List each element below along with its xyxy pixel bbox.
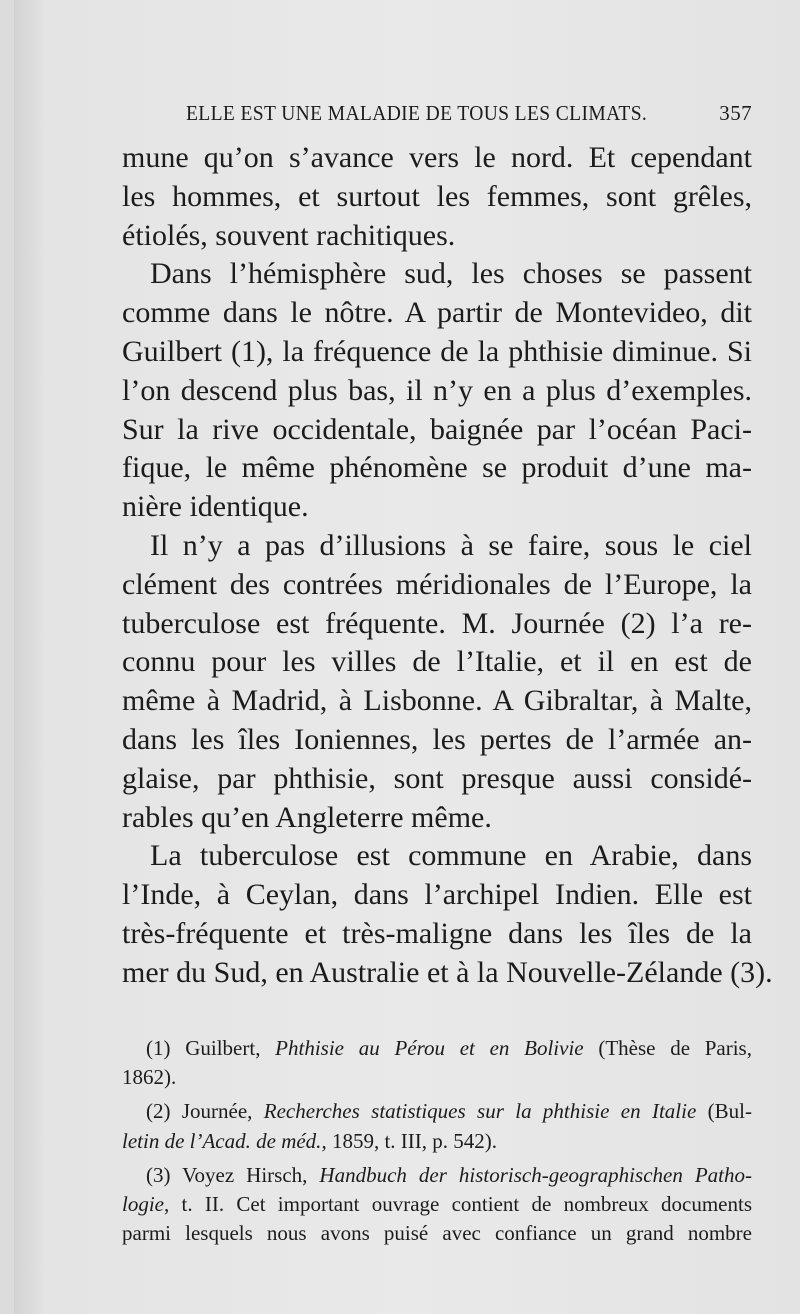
text-line: même à Madrid, à Lisbonne. A Gibraltar, à Malte, — [122, 684, 752, 718]
text-line: comme dans le nôtre. A partir de Montevideo, dit — [122, 296, 752, 330]
footnote-title: Recherches statistiques sur la phthisie en Italie — [263, 1099, 697, 1124]
text-line: très-fréquente et très-maligne dans les îles de la — [122, 916, 752, 950]
text-line: clément des contrées méridionales de l’Europe, la — [122, 567, 752, 601]
footnote-line — [122, 1063, 752, 1092]
running-header — [174, 101, 752, 131]
text-line: l’on descend plus bas, il n’y en a plus d’exemples. — [122, 373, 752, 407]
text-line: mune qu’on s’avance vers le nord. Et cependant — [122, 141, 752, 174]
footnote-line — [122, 1097, 752, 1126]
footnote-title: Phthisie au Pérou et en Bolivie — [275, 1036, 584, 1060]
text-line: Guilbert (1), la fréquence de la phthisie diminue. Si — [122, 334, 752, 368]
footnote-text: (3) Voyez Hirsch, — [146, 1162, 320, 1187]
page-number: 357 — [719, 101, 752, 125]
footnote-title: logie — [122, 1191, 164, 1216]
text-line: tuberculose est fréquente. M. Journée (2) l’a re- — [122, 606, 752, 640]
footnote-title: Handbuch der historisch-geographischen Patho- — [319, 1162, 752, 1187]
text-line: fique, le même phénomène se produit d’une ma- — [122, 451, 752, 485]
text-line: rables qu’en Angleterre même. — [122, 800, 492, 834]
body-text — [122, 139, 773, 993]
text-line: Sur la rive occidentale, baignée par l’océan Paci- — [122, 412, 752, 446]
text-line: La tuberculose est commune en Arabie, dans — [150, 839, 752, 873]
footnote-title: letin de l’Acad. de méd. — [122, 1128, 322, 1153]
footnote-text: (1) Guilbert, — [146, 1036, 276, 1060]
footnote-text: parmi lesquels nous avons puisé avec confiance un grand nombre — [122, 1221, 752, 1246]
book-page — [14, 0, 800, 1314]
footnote-line — [122, 1161, 752, 1190]
footnote-line — [122, 1219, 752, 1248]
text-line: mer du Sud, en Australie et à la Nouvelle-Zélande (3). — [122, 955, 773, 989]
footnote-text: (Bul- — [696, 1099, 753, 1124]
footnote-text: , 1859, t. III, p. 542). — [321, 1128, 497, 1153]
footnote-line — [122, 1190, 752, 1219]
text-line: dans les îles Ioniennes, les pertes de l’armée an- — [122, 722, 752, 756]
text-line: Dans l’hémisphère sud, les choses se passent — [150, 257, 752, 291]
text-line: l’Inde, à Ceylan, dans l’archipel Indien. Elle est — [122, 878, 752, 912]
text-line: les hommes, et surtout les femmes, sont grêles, — [122, 179, 752, 213]
footnote-line — [122, 1127, 752, 1156]
footnote-line — [122, 1034, 752, 1063]
text-line: Il n’y a pas d’illusions à se faire, sous le ciel — [150, 528, 752, 562]
footnote-text: 1862). — [122, 1065, 177, 1090]
footnote-text: (Thèse de Paris, — [583, 1036, 752, 1060]
footnote-text: , t. II. Cet important ouvrage contient de nombreux documents — [164, 1191, 752, 1216]
footnotes — [122, 1034, 752, 1248]
text-line: connu pour les villes de l’Italie, et il en est de — [122, 645, 752, 679]
text-line: étiolés, souvent rachitiques. — [122, 218, 456, 252]
text-line: glaise, par phthisie, sont presque aussi considé- — [122, 761, 752, 795]
running-title: ELLE EST UNE MALADIE DE TOUS LES CLIMATS. — [186, 101, 648, 125]
footnote-text: (2) Journée, — [146, 1099, 264, 1124]
text-line: nière identique. — [122, 490, 309, 524]
